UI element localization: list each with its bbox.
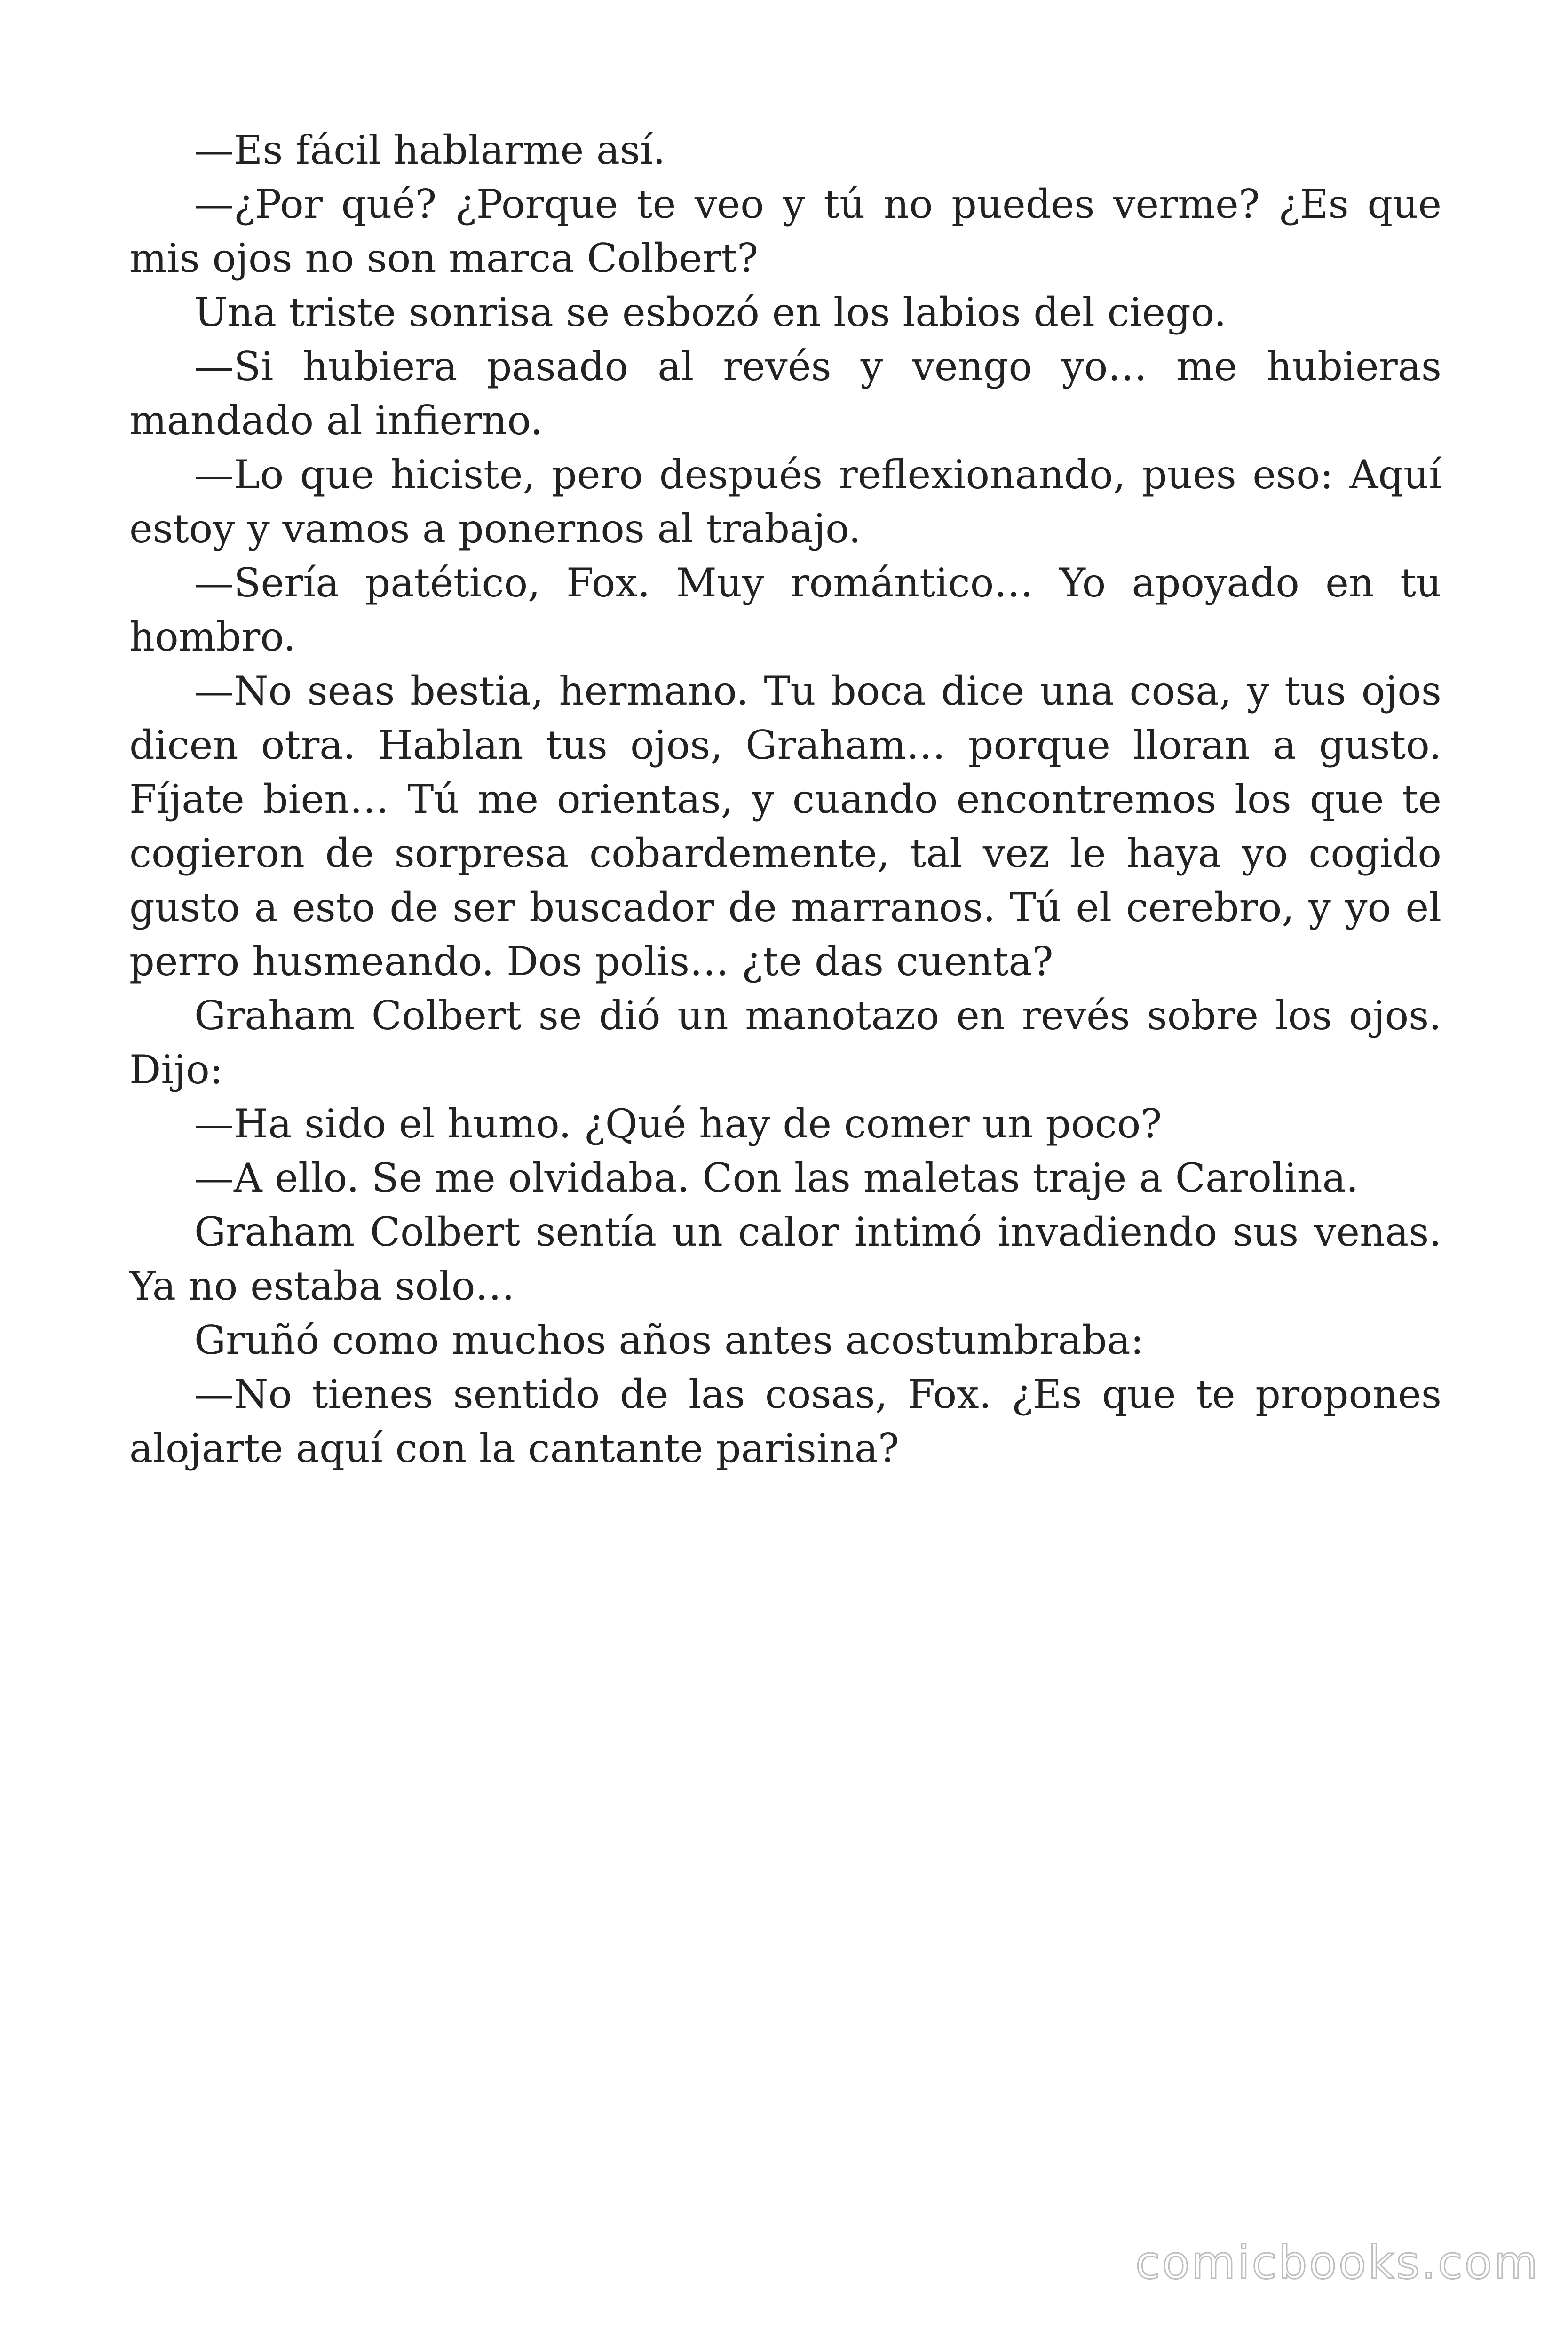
paragraph: Una triste sonrisa se esbozó en los labios del ciego.: [194, 289, 1227, 335]
paragraph: Gruñó como muchos años antes acostumbraba:: [194, 1317, 1144, 1363]
paragraph: —Es fácil hablarme así.: [194, 127, 665, 173]
paragraph: —Sería patético, Fox. Muy romántico… Yo apoyado en tu hombro.: [129, 560, 1441, 660]
paragraph: —A ello. Se me olvidaba. Con las maletas traje a Carolina.: [194, 1155, 1359, 1201]
paragraph: —¿Por qué? ¿Porque te veo y tú no puedes verme? ¿Es que mis ojos no son marca Colbert?: [129, 181, 1441, 281]
paragraph: —Ha sido el humo. ¿Qué hay de comer un poco?: [194, 1101, 1162, 1147]
watermark: comicbooks.com: [1135, 2236, 1540, 2289]
paragraph: —Lo que hiciste, pero después reflexionando, pues eso: Aquí estoy y vamos a ponernos al trabajo.: [129, 452, 1441, 552]
paragraph: Graham Colbert sentía un calor intimó invadiendo sus venas. Ya no estaba solo…: [129, 1209, 1441, 1309]
page-body: [129, 123, 1441, 1476]
paragraph: Graham Colbert se dió un manotazo en revés sobre los ojos. Dijo:: [129, 993, 1441, 1093]
paragraph: —Si hubiera pasado al revés y vengo yo… me hubieras mandado al infierno.: [129, 343, 1441, 444]
paragraph: —No tienes sentido de las cosas, Fox. ¿Es que te propones alojarte aquí con la cantante parisina?: [129, 1371, 1441, 1471]
paragraph: —No seas bestia, hermano. Tu boca dice una cosa, y tus ojos dicen otra. Hablan tus ojos, Graham… porque lloran a gusto. Fíjate bien… Tú me orientas, y cuando encontremos los que te cogieron de sorpresa cobardemente, tal vez le haya yo cogido gusto a esto de ser buscador de marranos. Tú el cerebro, y yo el perro husmeando. Dos polis… ¿te das cuenta?: [129, 668, 1441, 985]
